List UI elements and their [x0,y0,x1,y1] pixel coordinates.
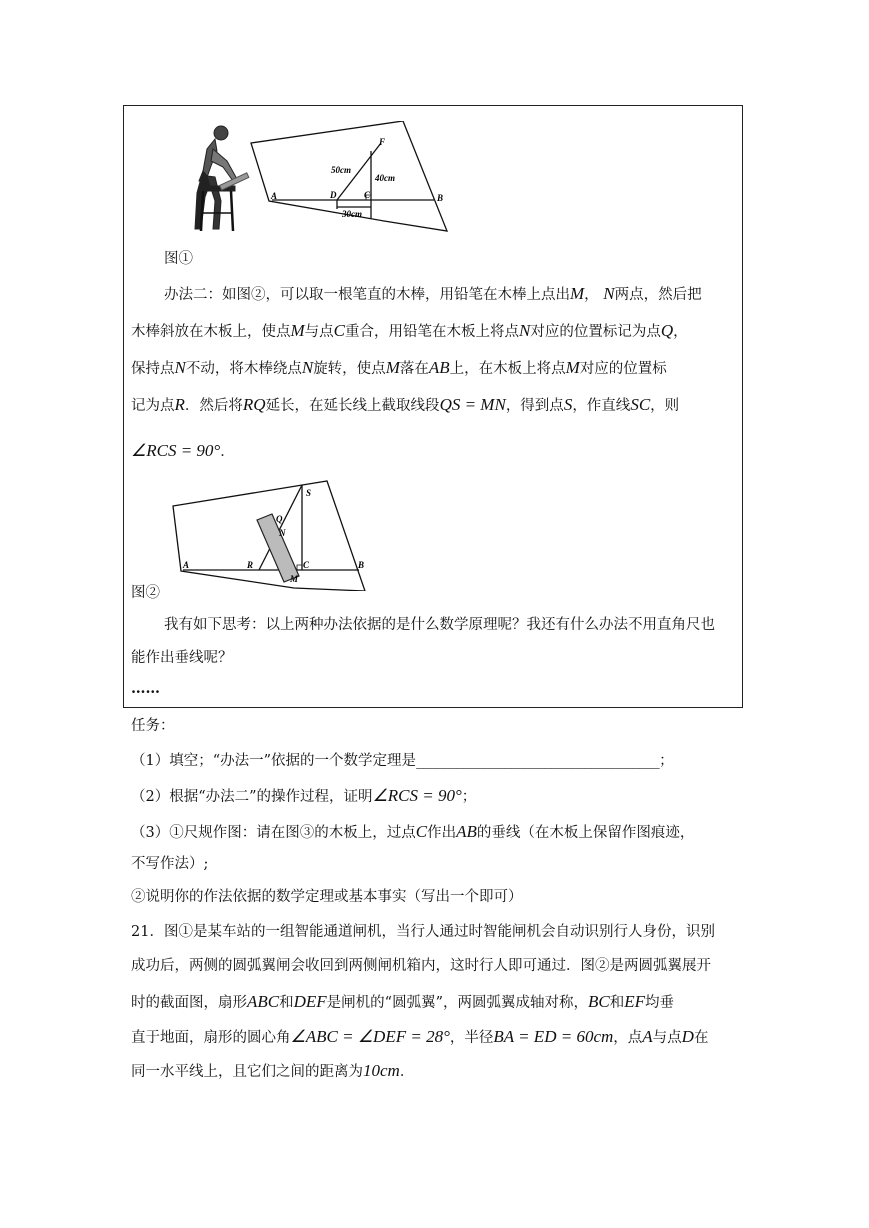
thinking-line-1: 我有如下思考：以上两种办法依据的是什么数学原理呢？我还有什么办法不用直角尺也 [164,617,715,633]
text: 记为点 [131,398,175,414]
text: ，半径 [449,1030,494,1046]
math: ∠RCS = 90° [131,441,221,460]
text: 保持点 [131,361,175,377]
fig1-caption: 图① [164,251,193,267]
q21-line-4 [131,1027,708,1048]
fig1-label-A: A [271,191,278,201]
text: （2）根据“办法二”的操作过程，证明 [131,789,373,805]
task-q1 [131,751,674,771]
math: AB [456,822,477,841]
fig2-label-N: N [279,528,286,538]
text: 均垂 [645,995,674,1011]
math: C [415,822,428,841]
task-q2 [131,786,476,807]
task-q3a [131,822,694,843]
text: ．然后将 [184,398,243,414]
math: N [301,358,314,377]
method2-line-4 [131,395,679,416]
answer-blank: ____________________________________ [416,753,660,769]
wooden-stick [257,514,299,582]
text: 的垂线（在木板上保留作图痕迹， [476,825,695,841]
task-q3a-line2: 不写作法）; [131,856,209,872]
math: EF [624,992,645,1011]
text: （1）填空；“办法一”依据的一个数学定理是 [131,753,417,769]
text: ； [659,753,674,769]
math: M [570,284,585,303]
task-q3b: ②说明你的作法依据的数学定理或基本事实（写出一个即可） [131,889,523,905]
math: Q [660,321,674,340]
text: ，点 [613,1030,643,1046]
text: ． [220,444,235,460]
math: AB [428,358,450,377]
text: 和 [279,995,294,1011]
math: ABC [247,992,280,1011]
math: M [385,358,400,377]
ellipsis: …… [131,680,160,697]
math: QS = MN [439,395,506,414]
math: ∠ABC = ∠DEF = 28° [290,1027,450,1046]
math: N [603,284,615,303]
text: 作出 [427,825,457,841]
text: 是闸机的“圆弧翼”，两圆弧翼成轴对称， [326,995,588,1011]
fig1-label-B: B [437,193,444,203]
q21-line-5 [131,1061,414,1082]
fig1-label-40cm: 40cm [375,173,395,183]
fig2-caption: 图② [131,585,160,601]
text: ，则 [650,398,680,414]
math: M [565,358,580,377]
text: 与点 [652,1030,682,1046]
problem-box [123,105,743,708]
fig2-label-M: M [290,574,299,584]
text: （3）①尺规作图：请在图③的木板上，过点 [131,825,416,841]
fig2-label-A: A [183,560,190,570]
text: ，作直线 [572,398,631,414]
fig1-label-D: D [330,190,337,200]
fig1-label-F: F [379,137,386,147]
text: ． [399,1064,415,1080]
math: BC [587,992,610,1011]
fig2-label-R: R [247,560,254,570]
text: ， [673,324,688,340]
text: 21．图①是某车站的一组智能通道闸机，当行人通过时智能闸机会自动识别行人身份，识别 [131,924,715,940]
text: ， [584,287,599,303]
fig2-label-B: B [358,560,365,570]
math: R [174,395,185,414]
math: N [174,358,186,377]
text: 在 [693,1030,709,1046]
text: 延长，在延长线上截取线段 [265,398,440,414]
fig1-label-30cm: 30cm [342,209,362,219]
fig2-label-Q: Q [276,514,283,524]
fig1-label-C: C [364,190,371,200]
math: BA = ED = 60cm [493,1027,614,1046]
text: ； [461,789,477,805]
method2-line-5 [131,441,235,462]
text: ，得到点 [505,398,564,414]
task-title: 任务： [131,718,175,734]
math: A [642,1027,653,1046]
q21-line-3 [131,992,674,1013]
text: 时的截面图，扇形 [131,995,247,1011]
text: 直于地面，扇形的圆心角 [131,1030,291,1046]
method2-line-3 [131,358,667,379]
figure-1 [159,121,459,241]
fig1-label-50cm: 50cm [331,165,351,175]
text: 不动，将木棒绕点 [185,361,302,377]
person-illustration [195,126,249,231]
math: DEF [293,992,327,1011]
math: RQ [242,395,266,414]
math: M [290,321,305,340]
text: 木棒斜放在木板上，使点 [131,324,291,340]
math: C [333,321,346,340]
method2-line-1 [164,284,702,305]
q21-line-2 [131,956,711,976]
q21-line-1 [131,922,715,942]
text: 重合，用铅笔在木板上将点 [345,324,520,340]
text: 两点，然后把 [614,287,702,303]
math: S [563,395,573,414]
text: 成功后，两侧的圆弧翼闸会收回到两侧闸机箱内，这时行人即可通过．图②是两圆弧翼展开 [131,958,711,974]
figure-2 [169,476,374,591]
text: 对应的位置标 [579,361,667,377]
thinking-line-2: 能作出垂线呢？ [131,650,233,666]
math: 10cm [363,1061,400,1080]
text: 同一水平线上，且它们之间的距离为 [131,1064,363,1080]
math: ∠RCS = 90° [372,786,462,805]
fig2-label-C: C [303,560,310,570]
text: 落在 [399,361,429,377]
method2-line-2 [131,321,688,342]
text: 和 [609,995,625,1011]
text: 旋转，使点 [313,361,386,377]
fig2-label-S: S [306,488,312,498]
math: SC [630,395,651,414]
text: 对应的位置标记为点 [530,324,661,340]
math: D [681,1027,694,1046]
math: N [519,321,531,340]
text: 办法二：如图②，可以取一根笔直的木棒，用铅笔在木棒上点出 [164,287,570,303]
text: 上，在木板上将点 [449,361,566,377]
text: 与点 [304,324,334,340]
